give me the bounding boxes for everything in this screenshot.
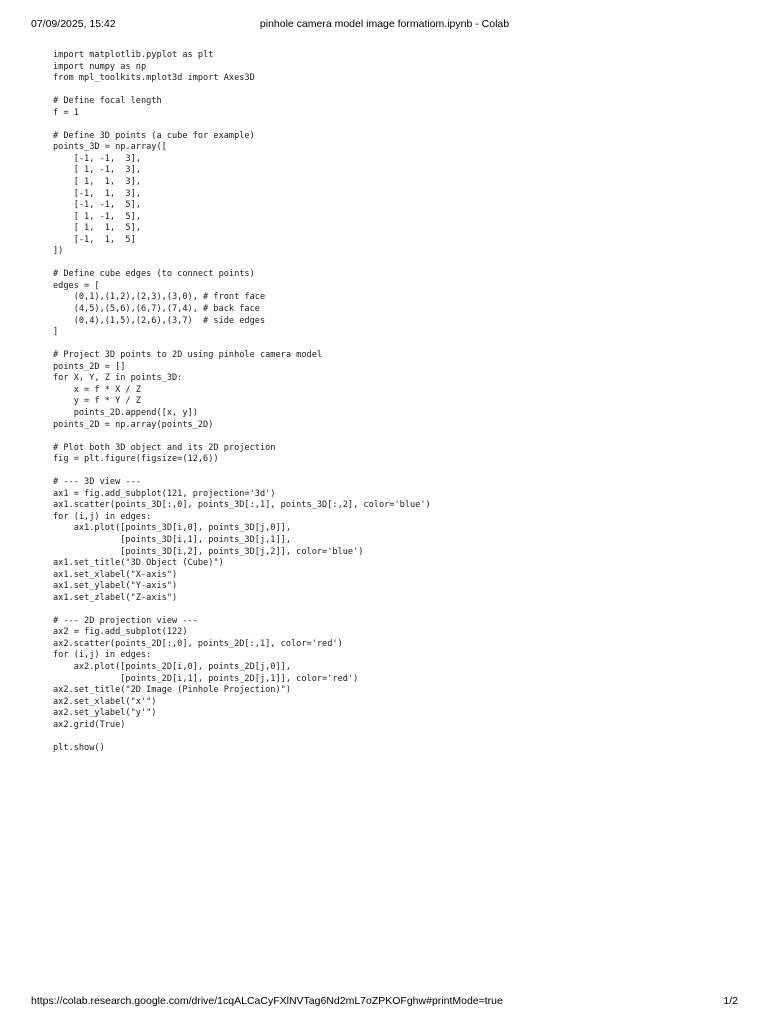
code-line: ax2.scatter(points_2D[:,0], points_2D[:,1], color='red') [53, 638, 343, 649]
code-line: for X, Y, Z in points_3D: [53, 373, 183, 384]
code-line: fig = plt.figure(figsize=(12,6)) [53, 454, 219, 465]
code-line: ax1 = fig.add_subplot(121, projection='3d') [53, 488, 276, 499]
code-line: [-1, 1, 5] [53, 234, 136, 245]
code-line: ax1.set_zlabel("Z-axis") [53, 592, 178, 603]
code-line: ax2.plot([points_2D[i,0], points_2D[j,0]], [53, 661, 291, 672]
code-line: # Define focal length [53, 96, 162, 107]
page-title: pinhole camera model image formatiom.ipynb - Colab [259, 18, 510, 30]
code-line: [-1, 1, 3], [53, 188, 141, 199]
code-line: import matplotlib.pyplot as plt [53, 50, 214, 60]
print-footer [31, 994, 738, 1008]
code-line: [points_3D[i,2], points_3D[j,2]], color='blue') [53, 546, 364, 557]
code-line: points_2D = np.array(points_2D) [53, 419, 214, 430]
code-line: f = 1 [53, 107, 79, 118]
code-line: ] [53, 327, 59, 338]
code-line: edges = [ [53, 280, 100, 291]
code-line: [points_3D[i,1], points_3D[j,1]], [53, 534, 291, 545]
code-line: ax1.scatter(points_3D[:,0], points_3D[:,1], points_3D[:,2], color='blue') [53, 500, 431, 511]
page-number: 1/2 [723, 995, 738, 1007]
code-line: points_2D.append([x, y]) [53, 407, 198, 418]
code-line [53, 119, 733, 131]
code-line [53, 731, 733, 743]
code-line: ax1.set_xlabel("X-axis") [53, 569, 178, 580]
code-line: ax1.set_title("3D Object (Cube)") [53, 558, 224, 569]
code-line: [ 1, -1, 3], [53, 165, 141, 176]
code-line: ax2.set_ylabel("y'") [53, 708, 157, 719]
code-line: points_2D = [] [53, 361, 126, 372]
code-line: for (i,j) in edges: [53, 650, 152, 661]
code-line: ]) [53, 246, 64, 257]
code-line [53, 466, 733, 478]
code-line: ax2 = fig.add_subplot(122) [53, 627, 188, 638]
code-line: [points_2D[i,1], points_2D[j,1]], color='red') [53, 673, 359, 684]
code-cell[interactable] [53, 50, 733, 754]
code-line: (0,1),(1,2),(2,3),(3,0), # front face [53, 292, 266, 303]
code-line: (4,5),(5,6),(6,7),(7,4), # back face [53, 304, 260, 315]
code-line: ax1.plot([points_3D[i,0], points_3D[j,0]], [53, 523, 291, 534]
code-line: points_3D = np.array([ [53, 142, 167, 153]
code-line: # Plot both 3D object and its 2D projection [53, 442, 276, 453]
code-line: import numpy as np [53, 61, 147, 72]
code-line: [-1, -1, 5], [53, 200, 141, 211]
code-line: [ 1, 1, 3], [53, 177, 141, 188]
code-line: ax2.set_xlabel("x'") [53, 696, 157, 707]
print-header [31, 17, 738, 31]
code-line: [ 1, -1, 5], [53, 211, 141, 222]
code-line: # Define cube edges (to connect points) [53, 269, 255, 280]
code-line: # Project 3D points to 2D using pinhole camera model [53, 350, 323, 361]
print-date: 07/09/2025, 15:42 [31, 18, 116, 30]
code-line: # --- 3D view --- [53, 477, 141, 488]
code-line: [ 1, 1, 5], [53, 223, 141, 234]
code-line: plt.show() [53, 742, 105, 753]
code-line: # Define 3D points (a cube for example) [53, 130, 255, 141]
page-url[interactable]: https://colab.research.google.com/drive/1cqALCaCyFXlNVTag6Nd2mL7oZPKOFghw#printMode=true [31, 995, 503, 1007]
code-line: ax2.grid(True) [53, 719, 126, 730]
code-line: ax1.set_ylabel("Y-axis") [53, 581, 178, 592]
code-line [53, 431, 733, 443]
code-line [53, 604, 733, 616]
code-line: ax2.set_title("2D Image (Pinhole Projection)") [53, 685, 291, 696]
code-line: from mpl_toolkits.mplot3d import Axes3D [53, 73, 255, 84]
code-line: (0,4),(1,5),(2,6),(3,7) # side edges [53, 315, 266, 326]
code-line: for (i,j) in edges: [53, 511, 152, 522]
code-line [53, 85, 733, 97]
code-line [53, 339, 733, 351]
code-line: x = f * X / Z [53, 384, 141, 395]
code-line [53, 258, 733, 270]
code-line: y = f * Y / Z [53, 396, 141, 407]
code-line: [-1, -1, 3], [53, 153, 141, 164]
code-line: # --- 2D projection view --- [53, 615, 198, 626]
